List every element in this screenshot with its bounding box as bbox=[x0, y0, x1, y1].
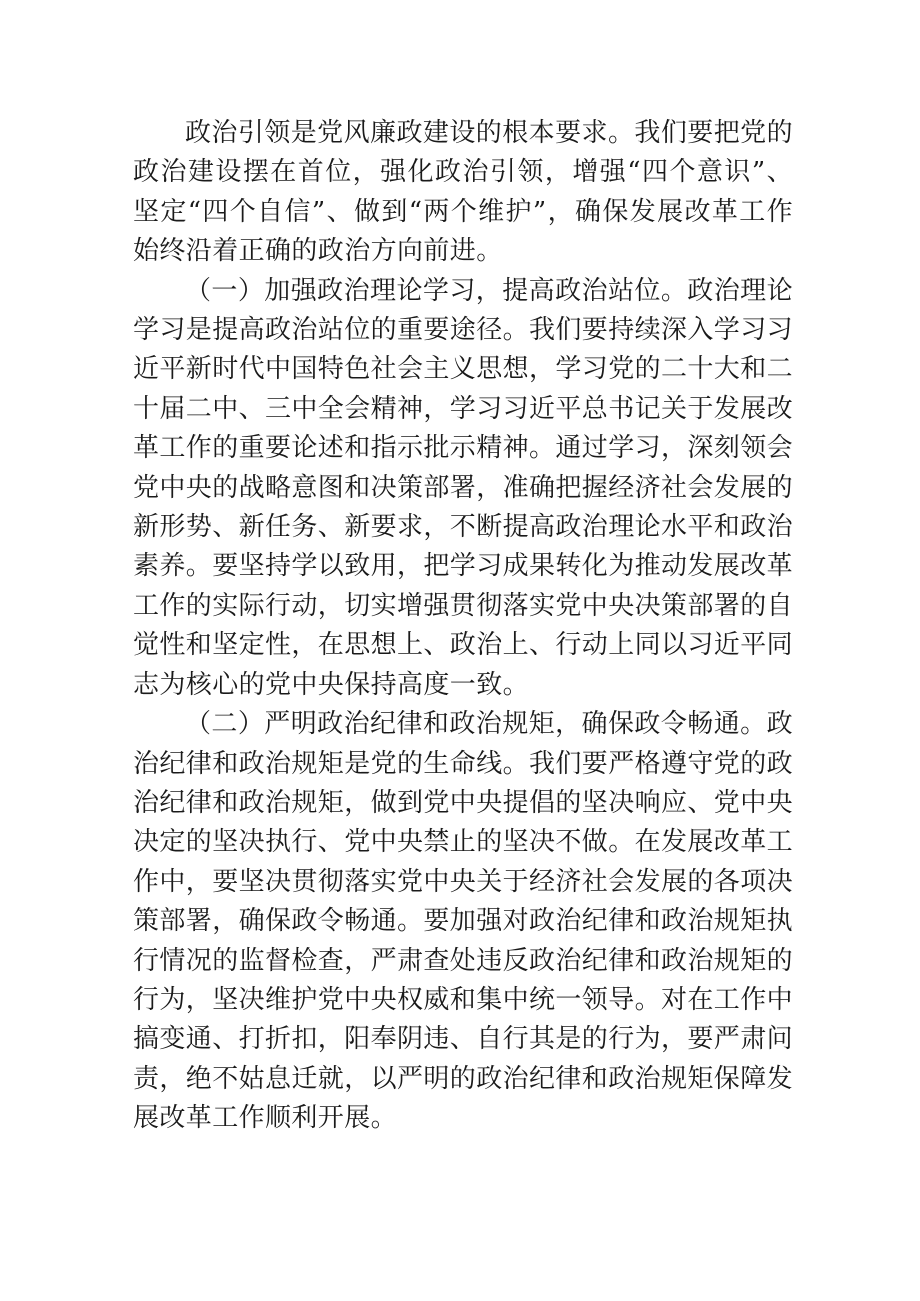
paragraph-intro: 政治引领是党风廉政建设的根本要求。我们要把党的政治建设摆在首位，强化政治引领，增强“四个意识”、坚定“四个自信”、做到“两个维护”，确保发展改革工作始终沿着正确的政治方向前进。 bbox=[133, 118, 793, 267]
paragraph-section-one: （一）加强政治理论学习，提高政治站位。政治理论学习是提高政治站位的重要途径。我们要持续深入学习习近平新时代中国特色社会主义思想，学习党的二十大和二十届二中、三中全会精神，学习习近平总书记关于发展改革工作的重要论述和指示批示精神。通过学习，深刻领会党中央的战略意图和决策部署，准确把握经济社会发展的新形势、新任务、新要求，不断提高政治理论水平和政治素养。要坚持学以致用，把学习成果转化为推动发展改革工作的实际行动，切实增强贯彻落实党中央决策部署的自觉性和坚定性，在思想上、政治上、行动上同以习近平同志为核心的党中央保持高度一致。 bbox=[133, 275, 794, 700]
document-body bbox=[133, 114, 793, 1139]
paragraph-section-two: （二）严明政治纪律和政治规矩，确保政令畅通。政治纪律和政治规矩是党的生命线。我们要严格遵守党的政治纪律和政治规矩，做到党中央提倡的坚决响应、党中央决定的坚决执行、党中央禁止的坚决不做。在发展改革工作中，要坚决贯彻落实党中央关于经济社会发展的各项决策部署，确保政令畅通。要加强对政治纪律和政治规矩执行情况的监督检查，严肃查处违反政治纪律和政治规矩的行为，坚决维护党中央权威和集中统一领导。对在工作中搞变通、打折扣，阳奉阴违、自行其是的行为，要严肃问责，绝不姑息迁就，以严明的政治纪律和政治规矩保障发展改革工作顺利开展。 bbox=[133, 709, 794, 1134]
